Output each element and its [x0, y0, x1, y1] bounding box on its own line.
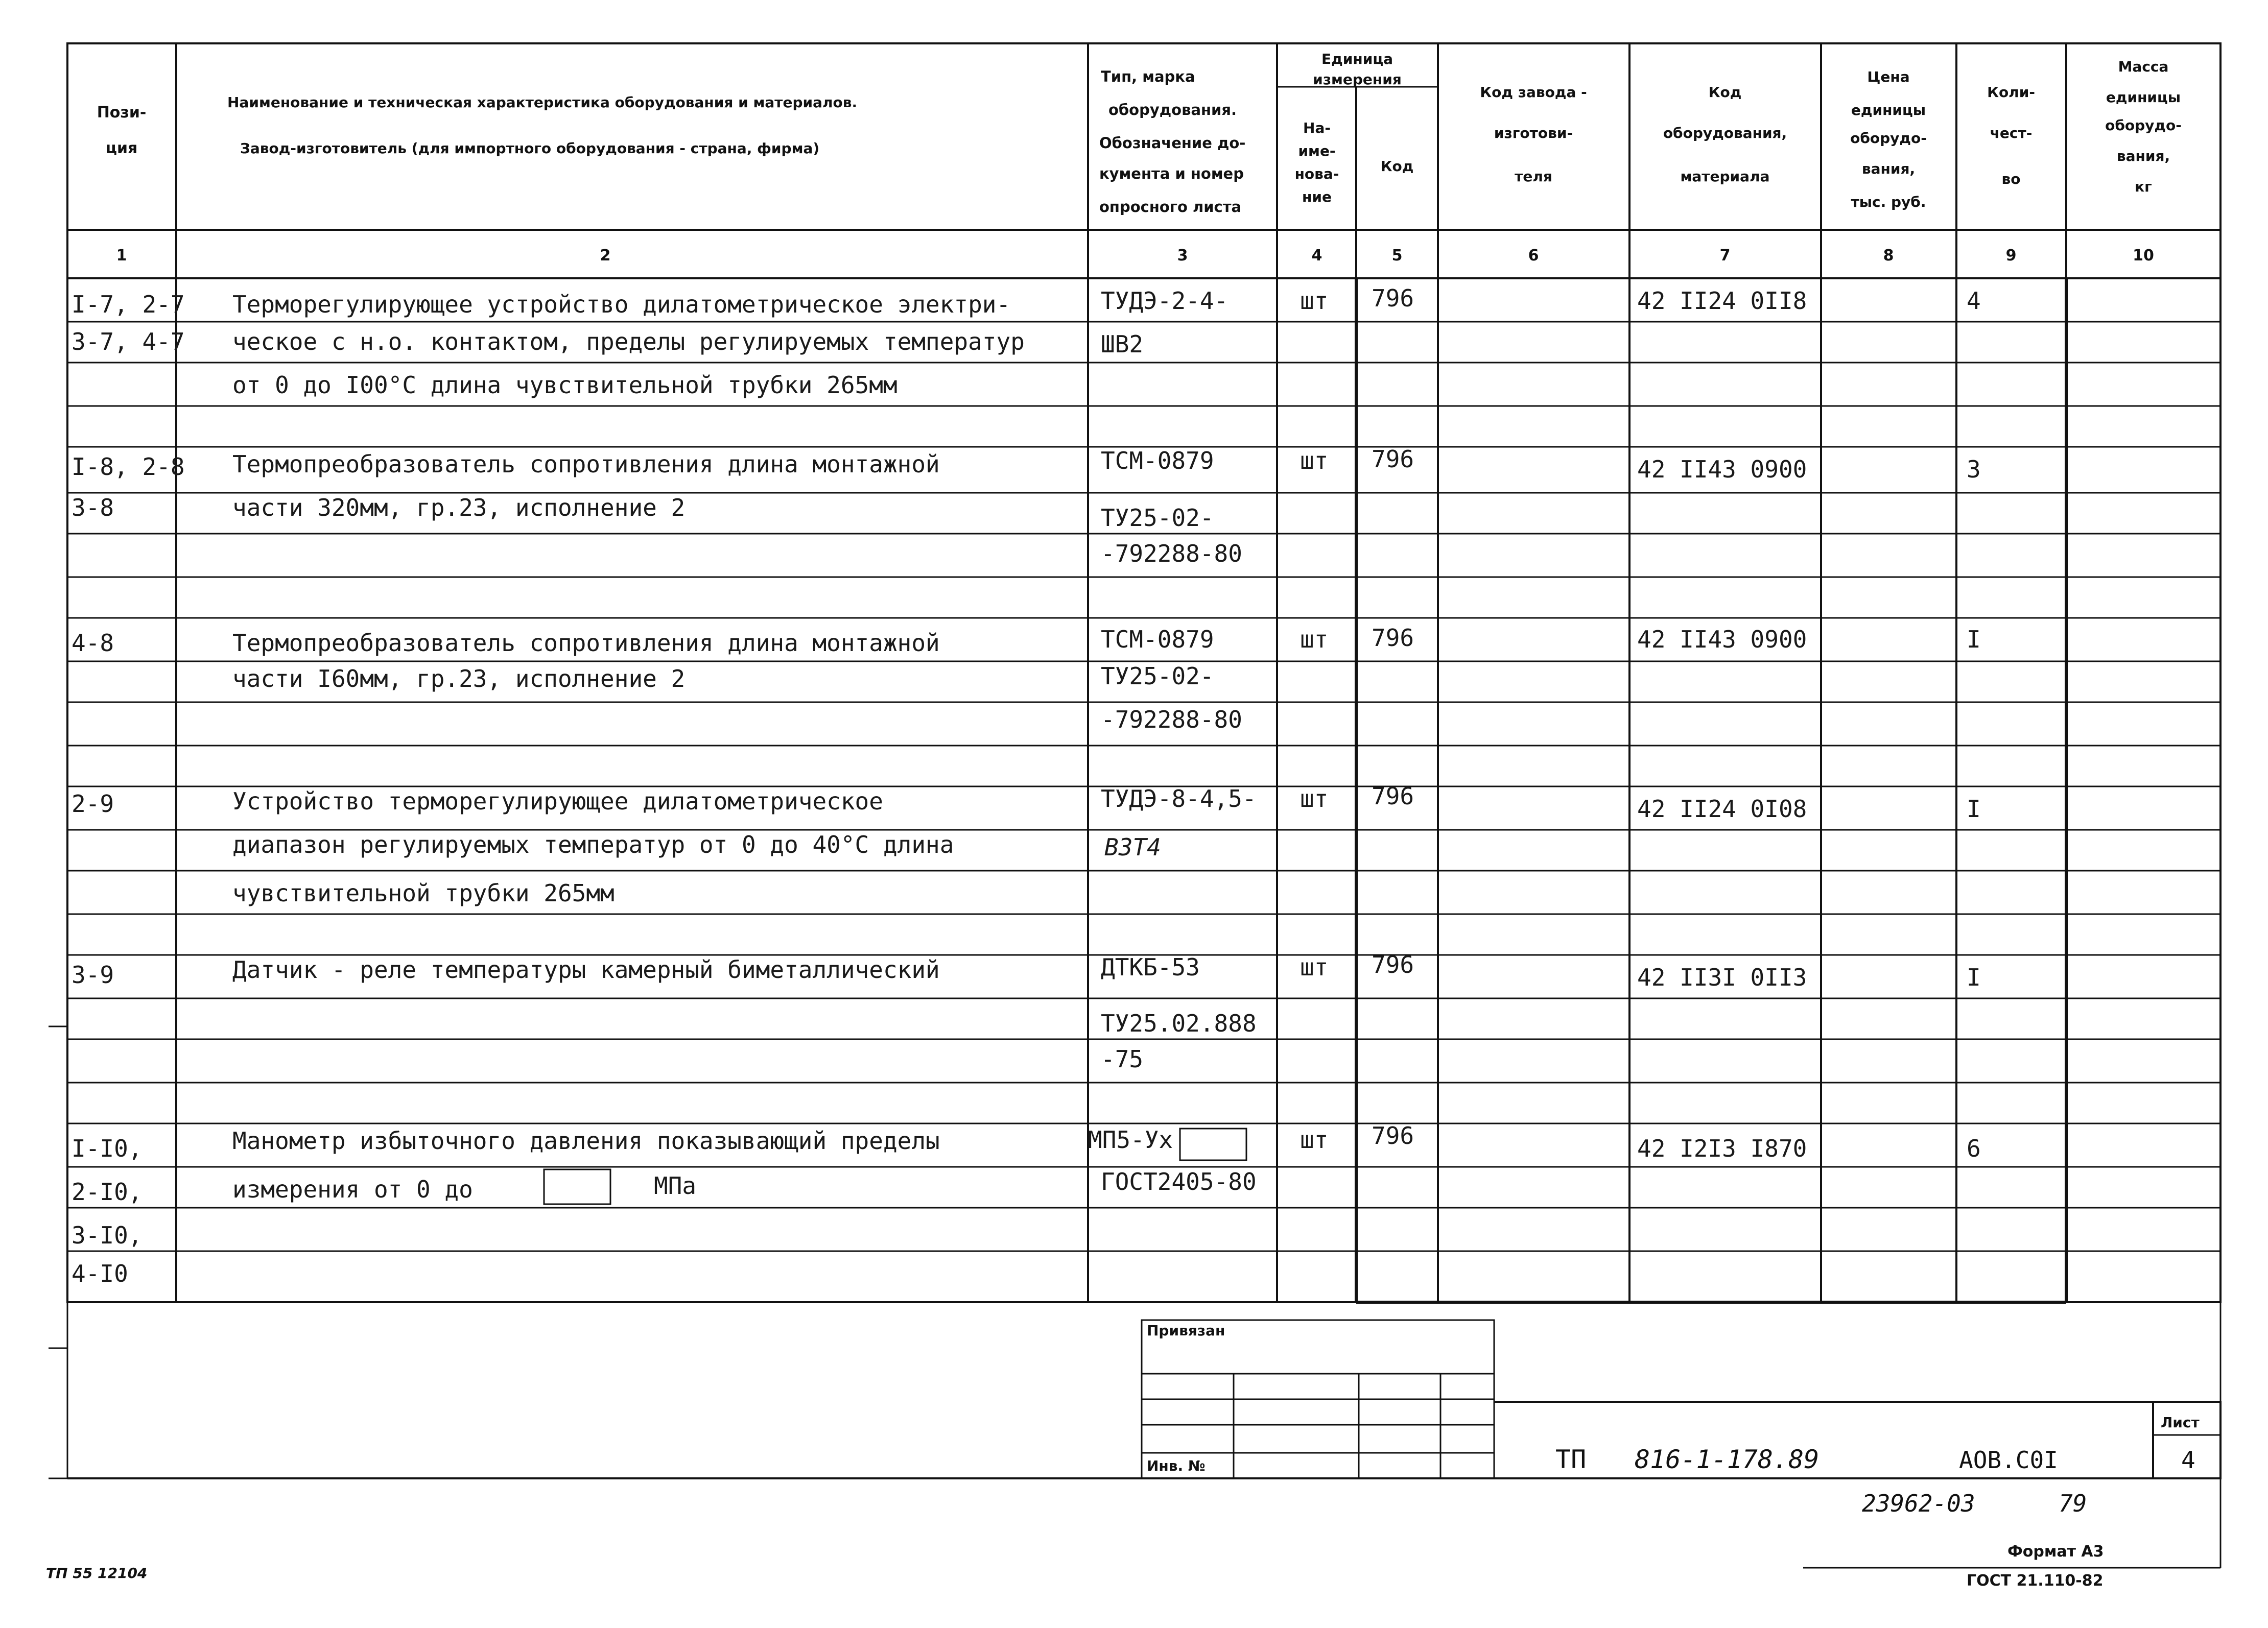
- col-number-6: 6: [1528, 247, 1539, 265]
- inventory-label: Инв. №: [1147, 1457, 1206, 1474]
- item4-unit-code: 796: [1372, 782, 1414, 810]
- col7-header-line1: Код: [1708, 84, 1742, 101]
- col10-header-line1: Масса: [2118, 58, 2169, 75]
- col6-header-line2: изготови-: [1494, 125, 1573, 141]
- item1-unit-code: 796: [1372, 284, 1414, 312]
- item6-type-line2: ГОСТ2405-80: [1101, 1168, 1257, 1195]
- item3-unit: шт: [1300, 626, 1329, 653]
- item2-name-line1: Термопреобразователь сопротивления длина монтажной: [232, 450, 940, 478]
- col1-header-line1: Пози-: [97, 104, 147, 122]
- item1-qty: 4: [1967, 287, 1981, 315]
- item1-pos-line1: I-7, 2-7: [72, 291, 185, 318]
- item6-pos-line2: 2-I0,: [72, 1178, 143, 1206]
- units-header-line1: Единица: [1321, 51, 1393, 67]
- doc-prefix: ТП: [1555, 1445, 1587, 1474]
- item5-type-line2: ТУ25.02.888: [1101, 1010, 1257, 1037]
- col8-header-line2: единицы: [1851, 102, 1926, 118]
- col-number-4: 4: [1311, 247, 1322, 265]
- col8-header-line5: тыс. руб.: [1851, 194, 1926, 210]
- item6-unit: шт: [1300, 1126, 1329, 1154]
- col-number-10: 10: [2133, 247, 2154, 265]
- blank-limit-box: [544, 1169, 610, 1204]
- item4-type-line2: В3Т4: [1104, 833, 1161, 861]
- col10-header-line2: единицы: [2106, 89, 2181, 106]
- col9-header-line3: во: [2001, 171, 2021, 187]
- item5-unit-code: 796: [1372, 951, 1414, 978]
- item2-unit-code: 796: [1372, 445, 1414, 473]
- col9-header-line1: Коли-: [1987, 84, 2035, 101]
- item1-equip-code: 42 II24 0II8: [1637, 287, 1807, 315]
- blank-range-box: [1180, 1129, 1246, 1160]
- item1-type-line2: ШВ2: [1101, 330, 1144, 358]
- item4-unit: шт: [1300, 785, 1329, 812]
- col-number-5: 5: [1391, 247, 1403, 265]
- col-number-7: 7: [1719, 247, 1731, 265]
- col3-header-line2: оборудования.: [1108, 101, 1237, 118]
- col2-header-line2: Завод-изготовитель (для импортного оборудования - страна, фирма): [240, 140, 820, 157]
- col-number-3: 3: [1177, 247, 1188, 265]
- item2-pos-line2: 3-8: [72, 494, 114, 521]
- item4-qty: I: [1967, 795, 1981, 823]
- item3-name-line1: Термопреобразователь сопротивления длина монтажной: [232, 629, 940, 657]
- col4-header-line4: ние: [1302, 188, 1332, 205]
- col5-header: Код: [1380, 158, 1414, 175]
- item6-pos-line3: 3-I0,: [72, 1222, 143, 1249]
- item3-name-line2: части I60мм, гр.23, исполнение 2: [232, 665, 686, 692]
- item2-name-line2: части 320мм, гр.23, исполнение 2: [232, 494, 686, 521]
- item3-type-line2: ТУ25-02-: [1101, 662, 1214, 690]
- item5-unit: шт: [1300, 953, 1329, 981]
- col8-header-line3: оборудо-: [1850, 130, 1927, 147]
- item2-type-line1: ТСМ-0879: [1101, 447, 1214, 474]
- col3-header-line1: Тип, марка: [1101, 68, 1195, 85]
- item3-unit-code: 796: [1372, 624, 1414, 652]
- handwritten-number: 23962-03: [1862, 1490, 1975, 1517]
- gost-label: ГОСТ 21.110-82: [1967, 1572, 2104, 1590]
- item5-equip-code: 42 II3I 0II3: [1637, 964, 1807, 991]
- item3-type-line1: ТСМ-0879: [1101, 626, 1214, 653]
- handwritten-page: 79: [2059, 1490, 2087, 1517]
- item6-qty: 6: [1967, 1135, 1981, 1162]
- item3-qty: I: [1967, 626, 1981, 653]
- col7-header-line2: оборудования,: [1663, 125, 1787, 141]
- item1-pos-line2: 3-7, 4-7: [72, 328, 185, 355]
- col-number-8: 8: [1883, 247, 1894, 265]
- item1-name-line2: ческое с н.о. контактом, пределы регулируемых температур: [232, 328, 1025, 355]
- format-label: Формат А3: [2007, 1543, 2104, 1561]
- col4-header-line1: На-: [1303, 119, 1331, 136]
- units-header-line2: измерения: [1313, 71, 1402, 88]
- col3-header-line3: Обозначение до-: [1099, 134, 1246, 152]
- col10-header-line5: кг: [2135, 178, 2152, 195]
- sheet-label: Лист: [2161, 1414, 2200, 1431]
- item4-pos-line1: 2-9: [72, 790, 114, 818]
- item1-type-line1: ТУДЭ-2-4-: [1101, 287, 1228, 315]
- col1-header-line2: ция: [105, 139, 138, 157]
- item6-pos-line4: 4-I0: [72, 1260, 128, 1287]
- item6-pos-line1: I-I0,: [72, 1135, 143, 1162]
- col4-header-line3: нова-: [1294, 165, 1339, 182]
- item4-equip-code: 42 II24 0I08: [1637, 795, 1807, 823]
- col7-header-line3: материала: [1680, 168, 1770, 185]
- item4-type-line1: ТУДЭ-8-4,5-: [1101, 785, 1257, 812]
- item2-pos-line1: I-8, 2-8: [72, 453, 185, 481]
- item4-name-line1: Устройство терморегулирующее дилатометрическое: [232, 787, 883, 815]
- doc-number: 816-1-178.89: [1635, 1445, 1820, 1474]
- col-number-9: 9: [2005, 247, 2017, 265]
- col10-header-line4: вания,: [2116, 148, 2170, 164]
- col10-header-line3: оборудо-: [2105, 117, 2182, 134]
- item6-name-line1: Манометр избыточного давления показывающий пределы: [232, 1127, 940, 1155]
- item4-name-line2: диапазон регулируемых температур от 0 до 40°C длина: [232, 831, 954, 858]
- item1-unit: шт: [1300, 287, 1329, 315]
- item2-type-line2: ТУ25-02-: [1101, 504, 1214, 532]
- item5-name-line1: Датчик - реле температуры камерный биметаллический: [232, 956, 940, 984]
- col4-header-line2: име-: [1298, 142, 1336, 159]
- item5-qty: I: [1967, 964, 1981, 991]
- col6-header-line3: теля: [1515, 168, 1552, 185]
- item1-name-line1: Терморегулирующее устройство дилатометрическое электри-: [232, 291, 1011, 318]
- col8-header-line1: Цена: [1867, 68, 1910, 85]
- item5-type-line1: ДТКБ-53: [1101, 953, 1200, 981]
- sheet-number: 4: [2181, 1446, 2195, 1474]
- doc-suffix: АОВ.С0I: [1959, 1446, 2058, 1474]
- col2-header-line1: Наименование и техническая характеристика оборудования и материалов.: [227, 94, 858, 111]
- item2-type-line3: -792288-80: [1101, 540, 1242, 567]
- item6-type-line1: МП5-Ух: [1088, 1126, 1173, 1154]
- col6-header-line1: Код завода -: [1480, 84, 1587, 101]
- col8-header-line4: вания,: [1861, 160, 1916, 177]
- item1-name-line3: от 0 до I00°C длина чувствительной трубки 265мм: [232, 371, 897, 399]
- item6-equip-code: 42 I2I3 I870: [1637, 1135, 1807, 1162]
- col-number-2: 2: [600, 247, 611, 265]
- item6-name-unit: МПа: [654, 1172, 697, 1200]
- archive-number: ТП 55 12104: [46, 1565, 148, 1582]
- col3-header-line4: кумента и номер: [1099, 165, 1244, 182]
- item2-unit: шт: [1300, 447, 1329, 474]
- item3-equip-code: 42 II43 0900: [1637, 626, 1807, 653]
- item2-qty: 3: [1967, 456, 1981, 483]
- item2-equip-code: 42 II43 0900: [1637, 456, 1807, 483]
- col9-header-line2: чест-: [1990, 125, 2033, 141]
- attached-label: Привязан: [1147, 1322, 1225, 1339]
- item3-pos-line1: 4-8: [72, 629, 114, 657]
- item6-name-line2: измерения от 0 до: [232, 1176, 473, 1203]
- col3-header-line5: опросного листа: [1099, 198, 1242, 216]
- item5-pos-line1: 3-9: [72, 961, 114, 989]
- item6-unit-code: 796: [1372, 1122, 1414, 1150]
- item5-type-line3: -75: [1101, 1045, 1144, 1073]
- item4-name-line3: чувствительной трубки 265мм: [232, 879, 615, 907]
- item3-type-line3: -792288-80: [1101, 706, 1242, 733]
- col-number-1: 1: [116, 247, 127, 265]
